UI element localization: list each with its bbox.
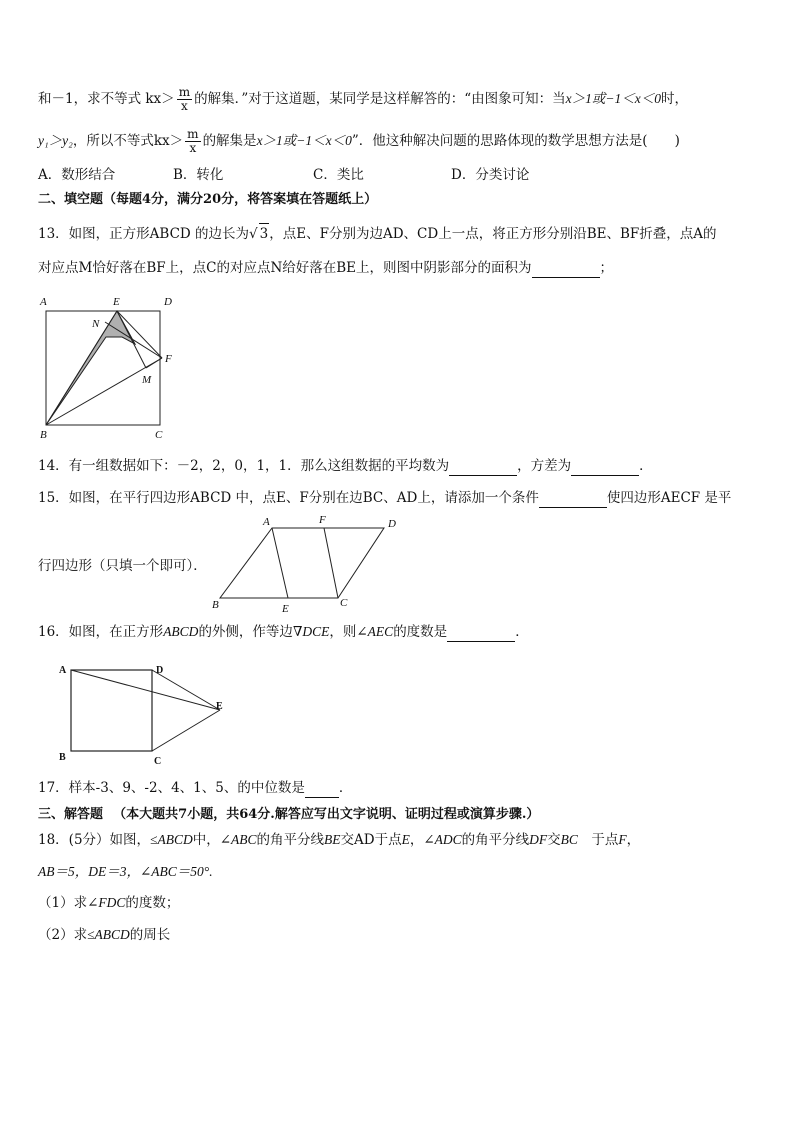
q16-line bbox=[38, 622, 758, 642]
q12-text: ，所以不等式kx＞ bbox=[72, 133, 184, 149]
q18-text: 交 bbox=[547, 832, 561, 848]
q15-line1 bbox=[38, 488, 758, 508]
q17-text: ． bbox=[338, 780, 353, 796]
q14-text: 14．有一组数据如下：－2，2，0，1，1．那么这组数据的平均数为 bbox=[38, 458, 450, 474]
q15-text: 15．如图，在平行四边形ABCD 中，点E、F分别在边BC、AD上，请添加一个条件 bbox=[38, 490, 539, 506]
q18-text: （2）求 bbox=[38, 927, 88, 943]
answer-blank bbox=[447, 627, 515, 642]
label-e: E bbox=[282, 603, 289, 615]
label-b: B bbox=[40, 429, 47, 441]
section-3-note: （本大题共7小题，共64分.解答应写出文字说明、证明过程或演算步骤.） bbox=[113, 807, 540, 822]
label-f: F bbox=[319, 514, 326, 526]
q18-math: ∠ADC bbox=[423, 832, 462, 847]
q14-text: ． bbox=[639, 458, 653, 474]
q18-text: 的度数； bbox=[125, 895, 180, 911]
label-e: E bbox=[216, 701, 223, 712]
q18-text: 18．(5分）如图， bbox=[38, 832, 151, 848]
q16-text: 的外侧，作等边 bbox=[198, 624, 293, 640]
q18-math: BC bbox=[560, 832, 578, 847]
q18-part1 bbox=[38, 893, 758, 913]
square-abcd bbox=[71, 670, 152, 751]
answer-blank bbox=[539, 493, 607, 508]
q16-text: 16．如图，在正方形 bbox=[38, 624, 164, 640]
choice-d: D．分类讨论 bbox=[451, 167, 530, 183]
q13-line1 bbox=[38, 223, 758, 244]
q18-line2: AB＝5，DE＝3，∠ABC＝50°. bbox=[38, 864, 213, 879]
answer-blank-variance bbox=[571, 461, 639, 476]
label-b: B bbox=[59, 752, 66, 763]
label-d: D bbox=[388, 518, 396, 530]
q12-text: 和－1，求不等式 kx＞ bbox=[38, 91, 175, 107]
q18-line1 bbox=[38, 830, 758, 850]
q12-condition: x＞1或−1＜x＜0 bbox=[565, 91, 661, 106]
segment-bf bbox=[46, 358, 162, 425]
q18-math: BE bbox=[324, 832, 341, 847]
label-d: D bbox=[156, 665, 164, 676]
segment-nf bbox=[105, 322, 162, 358]
q12-text: 的解集是 bbox=[202, 133, 257, 149]
choice-a: A．数形结合 bbox=[38, 167, 116, 183]
segment-be bbox=[46, 311, 117, 425]
q18-text: （1）求 bbox=[38, 895, 88, 911]
q12-text: 的解集．”对于这道题，某同学是这样解答的：“由图象可知：当 bbox=[194, 91, 566, 107]
q14-text: ，方差为 bbox=[517, 458, 572, 474]
segment-ae bbox=[71, 670, 220, 710]
q18-math: DF bbox=[529, 832, 548, 847]
q18-text: ， bbox=[626, 832, 641, 848]
q18-text: ， bbox=[409, 832, 424, 848]
q13-text: ； bbox=[599, 260, 614, 276]
q16-figure bbox=[54, 660, 254, 770]
q18-math: ≤ABCD bbox=[150, 832, 193, 847]
q17-line bbox=[38, 778, 758, 798]
q16-math: ∠AEC bbox=[356, 624, 394, 639]
section-2-heading: 二、填空题（每题4分，满分20分，将答案填在答题纸上） bbox=[38, 192, 378, 207]
segment-fc bbox=[324, 528, 338, 598]
q18-text: 于点 bbox=[577, 832, 619, 848]
q17-text: 17．样本-3、9、-2、4、1、5、的中位数是 bbox=[38, 780, 305, 796]
sqrt-value: 3 bbox=[259, 223, 270, 244]
q18-math: E bbox=[401, 832, 410, 847]
fraction-m-over-x: $\frac{m}{x}$ bbox=[178, 85, 191, 113]
label-d: D bbox=[164, 296, 172, 308]
label-c: C bbox=[154, 756, 162, 767]
segment-ce bbox=[152, 710, 220, 751]
segment-em bbox=[117, 311, 146, 368]
q12-text: ”．他这种解决问题的思路体现的数学思想方法是( ) bbox=[351, 133, 680, 149]
q16-math: ABCD bbox=[163, 624, 199, 639]
q12-choices bbox=[38, 165, 758, 185]
q13-text: 对应点M恰好落在BF上，点C的对应点N给好落在BE上，则图中阴影部分的面积为 bbox=[38, 260, 532, 276]
label-a: A bbox=[59, 665, 67, 676]
q14-line bbox=[38, 456, 758, 476]
choice-c: C．类比 bbox=[313, 167, 364, 183]
answer-blank-mean bbox=[449, 461, 517, 476]
label-n: N bbox=[92, 318, 100, 330]
label-f: F bbox=[165, 353, 172, 365]
q13-figure bbox=[36, 292, 186, 442]
segment-de bbox=[152, 670, 220, 710]
segment-ae bbox=[272, 528, 288, 598]
q18-math: ∠ABC bbox=[219, 832, 257, 847]
q16-text: ，则 bbox=[329, 624, 357, 640]
section-3-title: 三、解答题 bbox=[38, 807, 104, 822]
section-3-heading bbox=[38, 805, 758, 825]
label-m: M bbox=[142, 374, 152, 386]
q18-math: ≤ABCD bbox=[87, 927, 130, 942]
q13-line2 bbox=[38, 258, 758, 278]
label-a: A bbox=[263, 516, 270, 528]
label-a: A bbox=[40, 296, 47, 308]
q15-text: 使四边形AECF 是平 bbox=[606, 490, 732, 506]
q18-text: 的角平分线 bbox=[461, 832, 530, 848]
shaded-region bbox=[46, 311, 135, 425]
q13-text: ，点E、F分别为边AD、CD上一点，将正方形分别沿BE、BF折叠，点A的 bbox=[269, 226, 717, 242]
sqrt-sign: √ bbox=[249, 226, 258, 242]
q16-math: ∇DCE bbox=[292, 624, 330, 639]
q18-math: ∠FDC bbox=[87, 895, 126, 910]
q18-text: 中， bbox=[192, 832, 220, 848]
label-c: C bbox=[340, 597, 348, 609]
q12-line2 bbox=[38, 128, 758, 155]
q12-text: 时， bbox=[660, 91, 688, 107]
q15-line2: 行四边形（只填一个即可）． bbox=[38, 558, 207, 574]
q13-text: 13．如图，正方形ABCD 的边长为 bbox=[38, 226, 250, 242]
answer-blank bbox=[532, 263, 600, 278]
q15-figure bbox=[208, 512, 408, 616]
q12-solution: x＞1或−1＜x＜0 bbox=[256, 133, 352, 148]
choice-b: B．转化 bbox=[173, 167, 224, 183]
answer-blank bbox=[305, 783, 339, 798]
q12-inequality: y₁＞y₂ bbox=[38, 133, 73, 148]
q18-math: F bbox=[618, 832, 627, 847]
q16-text: 的度数是 bbox=[393, 624, 448, 640]
label-c: C bbox=[155, 429, 163, 441]
q16-text: ． bbox=[515, 624, 529, 640]
square-abcd bbox=[46, 311, 160, 425]
q18-part2 bbox=[38, 925, 758, 945]
q18-text: 交AD于点 bbox=[340, 832, 402, 848]
q18-text: 的角平分线 bbox=[256, 832, 325, 848]
fraction-m-over-x: $\frac{m}{x}$ bbox=[187, 127, 199, 155]
parallelogram-abcd bbox=[220, 528, 384, 598]
label-b: B bbox=[212, 599, 219, 611]
q12-line1 bbox=[38, 86, 758, 113]
q18-text: 的周长 bbox=[129, 927, 171, 943]
label-e: E bbox=[113, 296, 120, 308]
